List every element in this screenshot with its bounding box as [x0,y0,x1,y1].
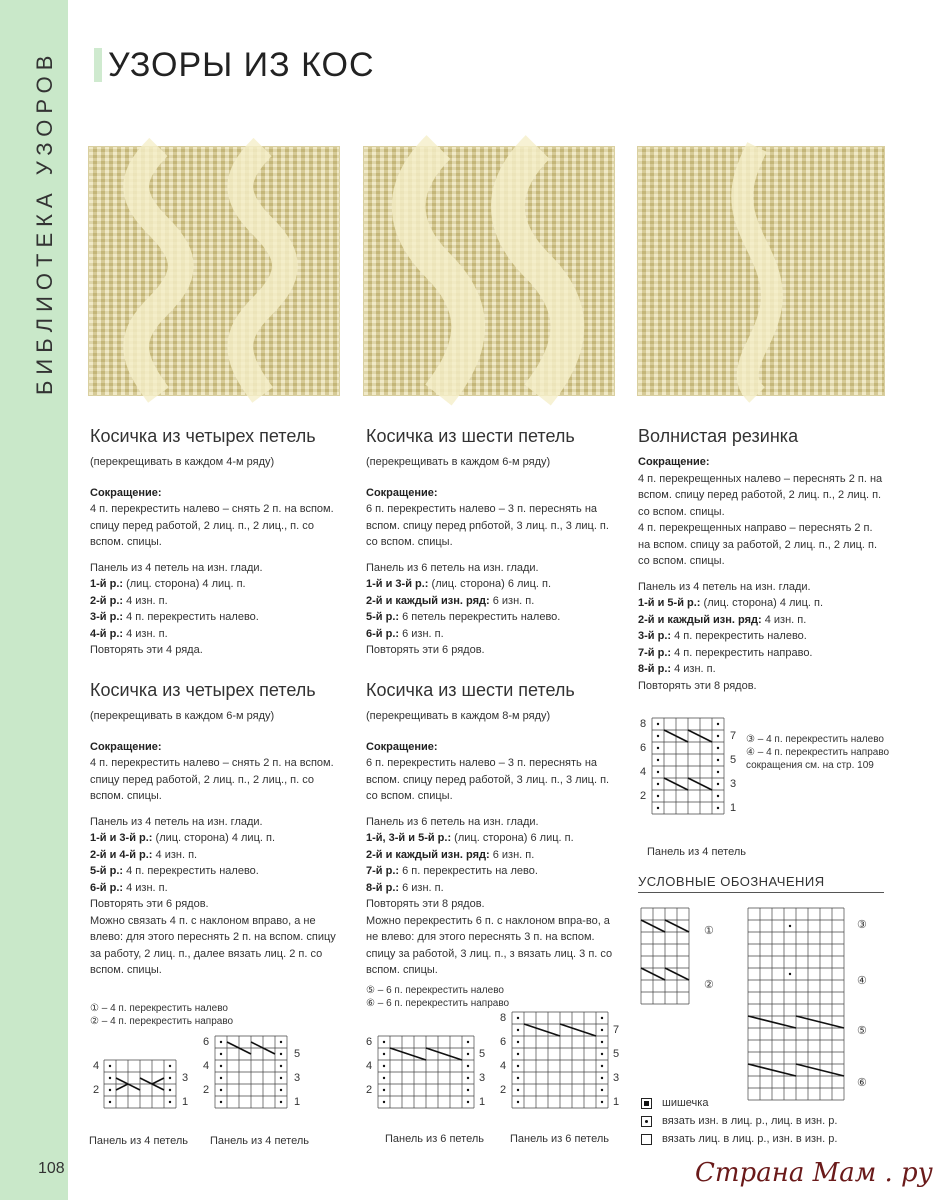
section-sub: (перекрещивать в каждом 4-м ряду) [90,456,275,468]
caption-panel-4-b: Панель из 4 петель [210,1135,309,1147]
panel-text: Панель из 4 петель на изн. глади. [90,561,263,574]
caption-panel-4-a: Панель из 4 петель [89,1135,188,1147]
row-line: 4-й р.: 4 изн. п. [90,627,168,640]
cross-stroke [116,1084,128,1090]
purl-dot [220,1053,222,1055]
key-purl-symbol [641,1116,652,1127]
repeat-text: Повторять эти 6 рядов. [90,898,209,910]
chart-row-number: 5 [479,1048,486,1060]
purl-dot [109,1077,111,1079]
chart-panel-4-wavy [652,718,726,818]
chart-panel-4-a [104,1060,178,1112]
abbr-text: 4 п. перекрестить налево – снять 2 п. на вспом. спицу перед работой, 2 лиц. п., 2 лиц., п. со вспом. спицы. [90,757,334,802]
sidebar-band [0,0,68,1200]
purl-dot [789,973,791,975]
panel-text: Панель из 6 петель на изн. глади. [366,815,539,828]
symbol-chart-small [641,908,695,1008]
section-cable-six-8row [366,678,618,979]
chart-row-number: 8 [640,718,647,730]
photo-cable-four-stitch [88,146,340,396]
abbr-label: Сокращение: [366,486,438,499]
purl-dot [657,735,659,737]
row-line: 2-й и каждый изн. ряд: 4 изн. п. [638,613,807,626]
mark-5: ⑤ [857,1025,867,1037]
chart-row-number: 1 [182,1096,189,1108]
purl-dot [467,1101,469,1103]
purl-dot [169,1101,171,1103]
chart-row-number: 1 [294,1096,301,1108]
row-line: 6-й р.: 4 изн. п. [90,881,168,894]
chart-row-number: 2 [93,1084,100,1096]
purl-dot [280,1065,282,1067]
key-knit-text: вязать лиц. в лиц. р., изн. в изн. р. [662,1133,838,1145]
purl-dot [601,1029,603,1031]
legend-col1: ① – 4 п. перекрестить налево ② – 4 п. перекрестить направо [90,1003,234,1027]
abbr-text: 6 п. перекрестить налево – 3 п. переснять на вспом. спицу перед работой, 3 лиц. п., 3 лиц. п. со вспом. спицы. [366,757,610,802]
chart-row-number: 7 [613,1024,620,1036]
chart-row-number: 4 [93,1060,100,1072]
purl-dot [601,1053,603,1055]
row-line: 3-й р.: 4 п. перекрестить налево. [638,630,807,642]
purl-dot [717,807,719,809]
panel-text: Панель из 4 петель на изн. глади. [638,580,811,593]
chart-row-number: 1 [479,1096,486,1108]
chart-row-number: 7 [730,730,737,742]
abbr-text: 4 п. перекрещенных налево – переснять 2 п. на вспом. спицу перед работой, 2 лиц. п., 2 лиц. п. со вспом. спицы. 4 п. перекрещенных направо – переснять 2 п. на вспом. спицу за работой, 2 лиц. п., 2 лиц. п. со вспом. спицы. [638,472,883,567]
key-bobble-text: шишечка [662,1097,709,1109]
purl-dot [280,1041,282,1043]
purl-dot [601,1077,603,1079]
abbr-label: Сокращение: [90,740,162,753]
chart-row-number: 3 [613,1072,620,1084]
purl-dot [717,747,719,749]
purl-dot [517,1101,519,1103]
purl-dot [467,1077,469,1079]
section-heading: Волнистая резинка [638,426,799,446]
purl-dot [383,1089,385,1091]
purl-dot [657,759,659,761]
purl-dot [657,771,659,773]
mark-4: ④ [857,975,867,987]
row-line: 3-й р.: 4 п. перекрестить налево. [90,611,259,623]
photo-wavy-rib [637,146,885,396]
purl-dot [383,1053,385,1055]
note-text: Можно связать 4 п. с наклоном вправо, а не влево: для этого переснять 2 п. на вспом. спицу за работу, 2 лиц. п., далее вязать лиц. 2 п. со вспом. спицы. [90,914,336,976]
chart-row-number: 3 [479,1072,486,1084]
section-heading: Косичка из шести петель [366,426,575,446]
chart-panel-6-b [512,1012,608,1112]
cross-stroke [152,1078,164,1084]
purl-dot [601,1041,603,1043]
cross-stroke [560,1024,596,1036]
chart-panel-6-a [378,1036,474,1112]
abbr-label: Сокращение: [638,456,710,468]
purl-dot [220,1065,222,1067]
key-knit-symbol [641,1134,652,1145]
purl-dot [517,1065,519,1067]
chart-row-number: 4 [500,1060,507,1072]
abbr-text: 6 п. перекрестить налево – 3 п. переснять на вспом. спицу перед рпботой, 3 лиц. п., 3 лиц. п. со вспом. спицы. [366,503,609,548]
chart-row-number: 3 [182,1072,189,1084]
row-line: 5-й р.: 4 п. перекрестить налево. [90,865,259,877]
chart-row-number: 3 [730,778,737,790]
row-line: 7-й р.: 4 п. перекрестить направо. [638,646,813,659]
purl-dot [280,1053,282,1055]
cross-stroke [524,1024,560,1036]
section-heading: Косичка из шести петель [366,680,575,700]
legend-col2: ⑤ – 6 п. перекрестить налево ⑥ – 6 п. перекрестить направо [366,985,510,1009]
watermark: Страна Мам . ру [695,1158,933,1188]
purl-dot [220,1077,222,1079]
purl-dot [383,1065,385,1067]
purl-dot [657,795,659,797]
purl-dot [517,1053,519,1055]
caption-panel-4-wavy: Панель из 4 петель [647,846,746,858]
caption-panel-6-b: Панель из 6 петель [510,1133,609,1145]
purl-dot [601,1101,603,1103]
purl-dot [383,1041,385,1043]
purl-dot [280,1077,282,1079]
row-line: 1-й р.: (лиц. сторона) 4 лиц. п. [90,578,246,590]
mark-6: ⑥ [857,1077,867,1089]
purl-dot [657,723,659,725]
sidebar-label: БИБЛИОТЕКА УЗОРОВ [32,49,57,395]
row-line: 8-й р.: 6 изн. п. [366,881,444,894]
row-line: 7-й р.: 6 п. перекрестить на лево. [366,865,538,877]
purl-dot [467,1041,469,1043]
purl-dot [717,783,719,785]
purl-dot [220,1101,222,1103]
row-line: 1-й, 3-й и 5-й р.: (лиц. сторона) 6 лиц. п. [366,832,574,844]
section-cable-four-4row [90,424,342,659]
chart-row-number: 8 [500,1012,507,1024]
repeat-text: Повторять эти 8 рядов. [366,898,485,910]
purl-dot [467,1089,469,1091]
chart-row-number: 6 [640,742,647,754]
section-sub: (перекрещивать в каждом 8-м ряду) [366,710,551,722]
caption-panel-6-a: Панель из 6 петель [385,1133,484,1145]
chart-panel-4-b [215,1036,289,1112]
purl-dot [517,1089,519,1091]
purl-dot [109,1065,111,1067]
mark-1: ① [704,925,714,937]
purl-dot [383,1077,385,1079]
chart-row-number: 1 [613,1096,620,1108]
purl-dot [717,735,719,737]
section-sub: (перекрещивать в каждом 6-м ряду) [366,456,551,468]
key-purl-text: вязать изн. в лиц. р., лиц. в изн. р. [662,1115,838,1127]
symbols-title: УСЛОВНЫЕ ОБОЗНАЧЕНИЯ [638,874,825,889]
key-bobble-symbol [641,1098,652,1109]
page-number: 108 [38,1160,65,1177]
chart-row-number: 5 [613,1048,620,1060]
purl-dot [717,759,719,761]
purl-dot [517,1077,519,1079]
section-heading: Косичка из четырех петель [90,680,316,700]
cross-stroke [390,1048,426,1060]
legend-col3: ③ – 4 п. перекрестить налево ④ – 4 п. перекрестить направо сокращения см. на стр. 109 [746,734,890,771]
mark-2: ② [704,979,714,991]
chart-row-number: 4 [203,1060,210,1072]
row-line: 2-й и каждый изн. ряд: 6 изн. п. [366,594,535,607]
page-title: УЗОРЫ ИЗ КОС [108,46,375,84]
purl-dot [517,1041,519,1043]
purl-dot [109,1089,111,1091]
chart-row-number: 5 [730,754,737,766]
row-line: 8-й р.: 4 изн. п. [638,663,716,675]
purl-dot [717,795,719,797]
purl-dot [657,747,659,749]
note-text: Можно перекрестить 6 п. с наклоном впра-во, а не влево: для этого переснять 3 п. на вспом. спицу за работой, 3 лиц. п., з вязать лиц. 3 п. со вспом. спицы. [366,914,613,976]
row-line: 5-й р.: 6 петель перекрестить налево. [366,611,561,623]
purl-dot [467,1053,469,1055]
mark-3: ③ [857,919,867,931]
purl-dot [220,1089,222,1091]
symbols-divider [638,892,884,893]
purl-dot [517,1029,519,1031]
chart-row-number: 6 [500,1036,507,1048]
row-line: 6-й р.: 6 изн. п. [366,627,444,640]
chart-row-number: 2 [203,1084,210,1096]
purl-dot [383,1101,385,1103]
chart-row-number: 5 [294,1048,301,1060]
purl-dot [789,925,791,927]
row-line: 2-й и 4-й р.: 4 изн. п. [90,848,198,861]
purl-dot [169,1065,171,1067]
row-line: 1-й и 3-й р.: (лиц. сторона) 6 лиц. п. [366,578,552,590]
purl-dot [109,1101,111,1103]
symbol-chart-large [748,908,848,1104]
chart-row-number: 4 [366,1060,373,1072]
panel-text: Панель из 4 петель на изн. глади. [90,815,263,828]
purl-dot [601,1017,603,1019]
section-cable-six-6row [366,424,618,659]
repeat-text: Повторять эти 6 рядов. [366,644,485,656]
chart-row-number: 6 [203,1036,210,1048]
row-line: 2-й и каждый изн. ряд: 6 изн. п. [366,848,535,861]
chart-row-number: 2 [366,1084,373,1096]
purl-dot [467,1065,469,1067]
chart-row-number: 4 [640,766,647,778]
section-cable-four-6row [90,678,342,979]
abbr-label: Сокращение: [366,740,438,753]
chart-row-number: 1 [730,802,737,814]
section-wavy-rib [638,424,886,694]
purl-dot [220,1041,222,1043]
row-line: 1-й и 3-й р.: (лиц. сторона) 4 лиц. п. [90,832,276,844]
purl-dot [601,1089,603,1091]
title-accent [94,48,102,82]
purl-dot [717,771,719,773]
row-line: 1-й и 5-й р.: (лиц. сторона) 4 лиц. п. [638,597,824,609]
purl-dot [280,1089,282,1091]
purl-dot [657,783,659,785]
panel-text: Панель из 6 петель на изн. глади. [366,561,539,574]
purl-dot [169,1077,171,1079]
repeat-text: Повторять эти 4 ряда. [90,644,203,656]
row-line: 2-й р.: 4 изн. п. [90,594,168,607]
section-sub: (перекрещивать в каждом 6-м ряду) [90,710,275,722]
chart-row-number: 2 [640,790,647,802]
purl-dot [280,1101,282,1103]
repeat-text: Повторять эти 8 рядов. [638,679,757,692]
photo-cable-six-stitch [363,146,615,396]
cross-stroke [426,1048,462,1060]
purl-dot [169,1089,171,1091]
chart-row-number: 2 [500,1084,507,1096]
abbr-label: Сокращение: [90,486,162,499]
purl-dot [717,723,719,725]
chart-row-number: 3 [294,1072,301,1084]
purl-dot [601,1065,603,1067]
abbr-text: 4 п. перекрестить налево – снять 2 п. на вспом. спицу перед работой, 2 лиц. п., 2 лиц., п. со вспом. спицы. [90,503,334,548]
purl-dot [517,1017,519,1019]
section-heading: Косичка из четырех петель [90,426,316,446]
chart-row-number: 6 [366,1036,373,1048]
purl-dot [657,807,659,809]
